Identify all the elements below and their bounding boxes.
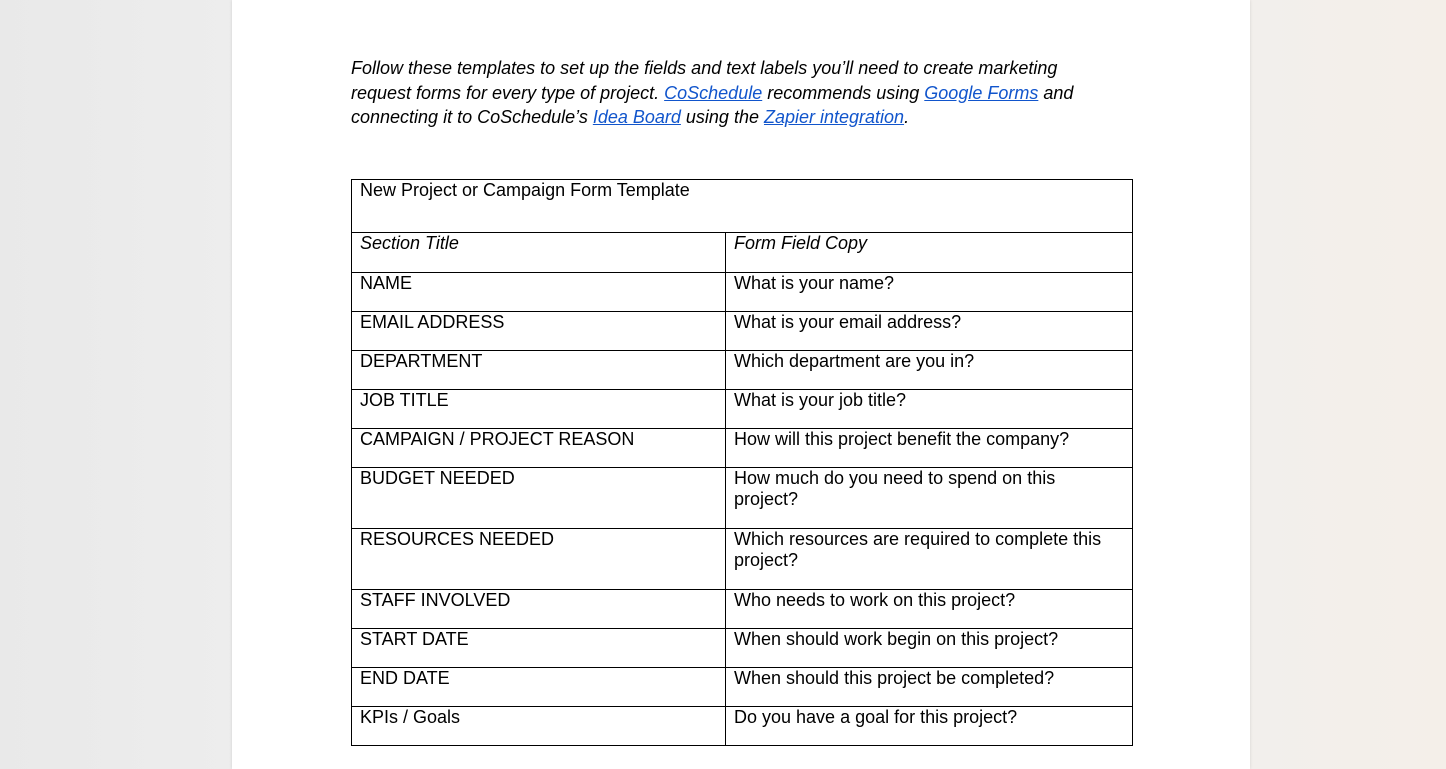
table-title-row (352, 180, 1133, 233)
table-row (352, 629, 1133, 668)
intro-text-5: . (904, 107, 910, 127)
table-row (352, 668, 1133, 707)
table-row (352, 529, 1133, 590)
table-row (352, 273, 1133, 312)
table-row (352, 429, 1133, 468)
table-row (352, 590, 1133, 629)
table-row (352, 351, 1133, 390)
form-field-copy-cell: When should this project be completed? (726, 668, 1133, 707)
form-field-copy-cell: What is your job title? (726, 390, 1133, 429)
form-field-copy-cell: Do you have a goal for this project? (726, 707, 1133, 746)
section-title-cell: NAME (352, 273, 726, 312)
form-field-copy-cell: How much do you need to spend on this project? (726, 468, 1133, 529)
form-field-copy-cell: Who needs to work on this project? (726, 590, 1133, 629)
section-title-cell: CAMPAIGN / PROJECT REASON (352, 429, 726, 468)
form-field-copy-cell: What is your name? (726, 273, 1133, 312)
section-title-cell: DEPARTMENT (352, 351, 726, 390)
form-field-copy-cell: How will this project benefit the company? (726, 429, 1133, 468)
coschedule-link[interactable]: CoSchedule (664, 82, 763, 103)
form-field-copy-cell: What is your email address? (726, 312, 1133, 351)
table-row (352, 390, 1133, 429)
zapier-integration-link[interactable]: Zapier integration (763, 107, 905, 127)
form-field-copy-cell: When should work begin on this project? (726, 629, 1133, 668)
section-title-cell: END DATE (352, 668, 726, 707)
table-header-row (352, 233, 1133, 273)
google-forms-link[interactable]: Google Forms (924, 82, 1039, 103)
intro-text-1: Follow these templates to set up the fields and text labels you’ll need to create marketing request forms for every type of project. (351, 58, 1058, 103)
form-field-copy-cell: Which resources are required to complete this project? (726, 529, 1133, 590)
section-title-cell: JOB TITLE (352, 390, 726, 429)
intro-text-3: and connecting it to CoSchedule’s (351, 82, 1074, 127)
form-template-table (351, 179, 1133, 746)
section-title-cell: KPIs / Goals (352, 707, 726, 746)
column-header-section-title: Section Title (352, 233, 726, 273)
section-title-cell: STAFF INVOLVED (352, 590, 726, 629)
intro-paragraph (351, 56, 1111, 130)
table-row (352, 312, 1133, 351)
column-header-form-field-copy: Form Field Copy (726, 233, 1133, 273)
section-title-cell: START DATE (352, 629, 726, 668)
table-row (352, 468, 1133, 529)
intro-text-2: recommends using (762, 82, 925, 103)
section-title-cell: RESOURCES NEEDED (352, 529, 726, 590)
document-page (232, 0, 1250, 769)
section-title-cell: EMAIL ADDRESS (352, 312, 726, 351)
idea-board-link[interactable]: Idea Board (592, 107, 681, 127)
section-title-cell: BUDGET NEEDED (352, 468, 726, 529)
table-title: New Project or Campaign Form Template (352, 180, 1133, 233)
form-field-copy-cell: Which department are you in? (726, 351, 1133, 390)
table-row (352, 707, 1133, 746)
intro-text-4: using the (680, 107, 764, 127)
